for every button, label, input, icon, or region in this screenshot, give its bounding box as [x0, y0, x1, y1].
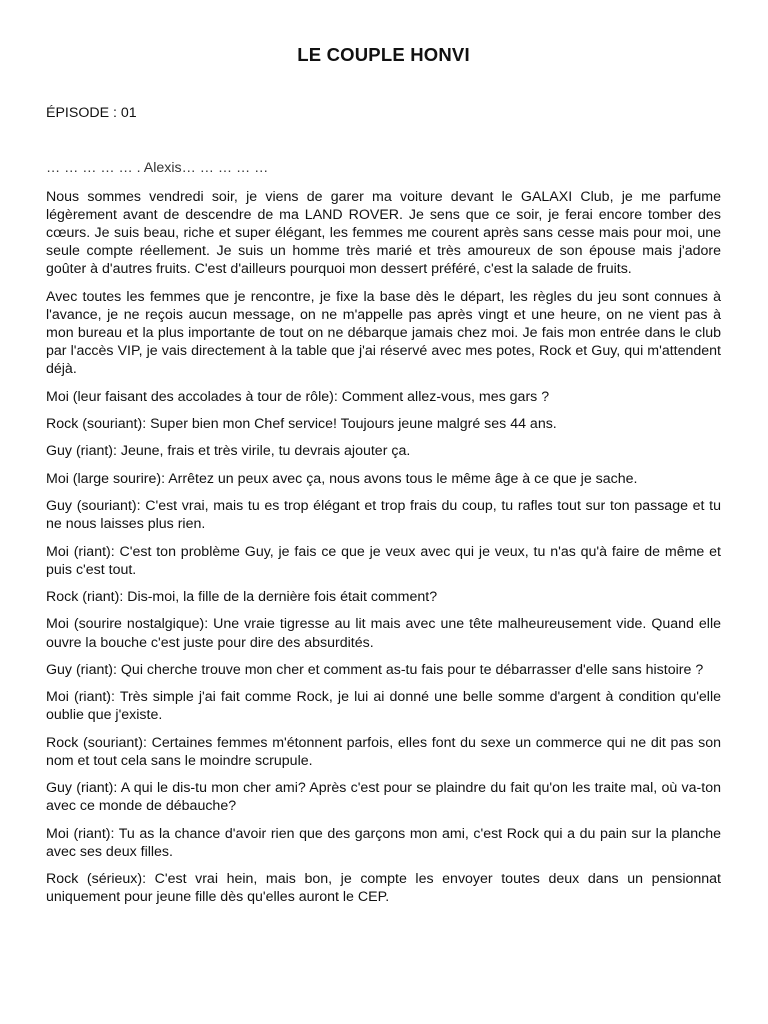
- narrator-line: … … … … … . Alexis… … … … …: [46, 160, 269, 176]
- dialogue-line: Rock (souriant): Super bien mon Chef service! Toujours jeune malgré ses 44 ans.: [46, 415, 557, 432]
- dialogue-line: Moi (sourire nostalgique): Une vraie tigresse au lit mais avec une tête malheureusement vide. Quand elle ouvre la bouche c'est juste pour dire des absurdités.: [46, 616, 721, 651]
- dialogue-line: Moi (riant): Tu as la chance d'avoir rien que des garçons mon ami, c'est Rock qui a du pain sur la planche avec ses deux filles.: [46, 825, 721, 860]
- dialogue-line: Guy (riant): A qui le dis-tu mon cher ami? Après c'est pour se plaindre du fait qu'on les traite mal, où va-ton avec ce monde de débauche?: [46, 780, 721, 815]
- dialogue-line: Rock (riant): Dis-moi, la fille de la dernière fois était comment?: [46, 589, 438, 606]
- dialogue-line: Moi (riant): C'est ton problème Guy, je fais ce que je veux avec qui je veux, tu n'as qu'à faire de même et puis c'est tout.: [46, 543, 721, 578]
- dialogue-line: Moi (leur faisant des accolades à tour de rôle): Comment allez-vous, mes gars ?: [46, 388, 550, 405]
- dialogue-line: Rock (souriant): Certaines femmes m'étonnent parfois, elles font du sexe un commerce qui ne dit pas son nom et tout cela sans le moindre scrupule.: [46, 734, 721, 769]
- dialogue-line: Guy (riant): Qui cherche trouve mon cher et comment as-tu fais pour te débarrasser d'elle sans histoire ?: [46, 661, 704, 678]
- dialogue-line: Guy (souriant): C'est vrai, mais tu es trop élégant et trop frais du coup, tu rafles tout sur ton passage et tu ne nous laisses plus rien.: [46, 498, 721, 533]
- dialogue-line: Guy (riant): Jeune, frais et très virile, tu devrais ajouter ça.: [46, 443, 411, 460]
- document-title: LE COUPLE HONVI: [297, 44, 470, 65]
- dialogue-line: Rock (sérieux): C'est vrai hein, mais bon, je compte les envoyer toutes deux dans un pensionnat uniquement pour jeune fille dès qu'elles auront le CEP.: [46, 871, 721, 906]
- dialogue-line: Moi (riant): Très simple j'ai fait comme Rock, je lui ai donné une belle somme d'argent à condition qu'elle oublie que j'existe.: [46, 689, 721, 724]
- paragraph: Nous sommes vendredi soir, je viens de garer ma voiture devant le GALAXI Club, je me parfume légèrement avant de descendre de ma LAND ROVER. Je sens que ce soir, je ferai encore tomber des cœurs. Je suis beau, riche et super élégant, les femmes me courent après sans cesse mais pour moi, une seule compte réellement. Je suis un homme très marié et très amoureux de son épouse mais j'adore goûter à d'autres fruits. C'est d'ailleurs pourquoi mon dessert préféré, c'est la salade de fruits.: [46, 189, 721, 278]
- paragraph: Avec toutes les femmes que je rencontre, je fixe la base dès le départ, les règles du jeu sont connues à l'avance, je ne reçois aucun message, on ne m'appelle pas après vingt et une heure, on ne vient pas à mon bureau et la plus importante de tout on ne débarque jamais chez moi. Je fais mon entrée dans le club par l'accès VIP, je vais directement à la table que j'ai réservé avec mes potes, Rock et Guy, qui m'attendent déjà.: [46, 288, 721, 378]
- dialogue-line: Moi (large sourire): Arrêtez un peux avec ça, nous avons tous le même âge à ce que je sache.: [46, 470, 638, 487]
- document-page: [46, 0, 721, 1024]
- episode-heading: ÉPISODE : 01: [46, 105, 137, 121]
- story-body: [46, 188, 721, 916]
